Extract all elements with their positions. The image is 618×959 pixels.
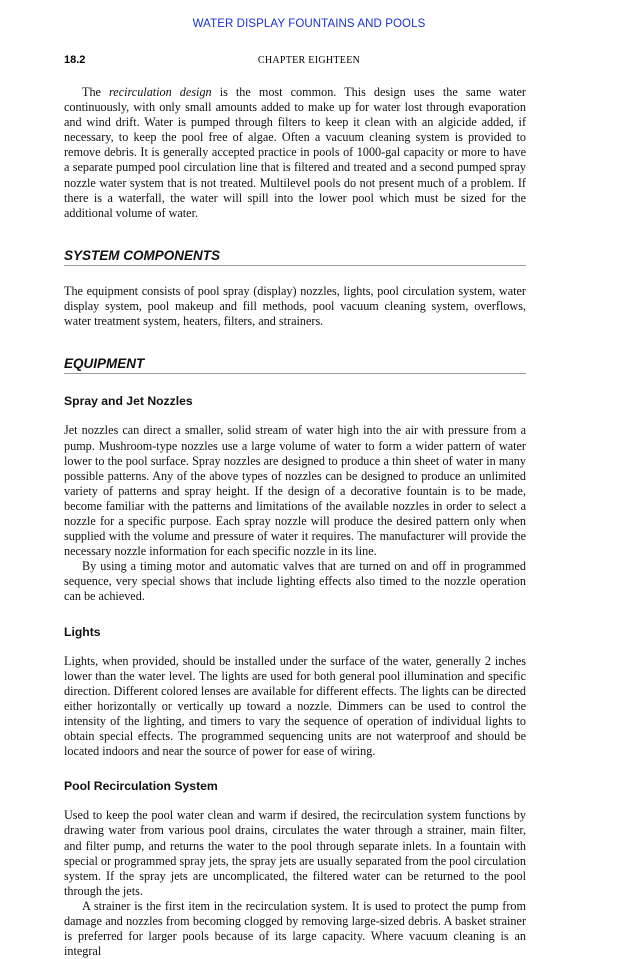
- running-title: WATER DISPLAY FOUNTAINS AND POOLS: [192, 18, 426, 30]
- section-title-equipment: EQUIPMENT: [64, 356, 526, 374]
- intro-emphasis: recirculation design: [109, 85, 212, 99]
- page-body: [64, 85, 526, 959]
- intro-text-start: The: [82, 85, 110, 99]
- section-title-system-components: SYSTEM COMPONENTS: [64, 248, 526, 266]
- chapter-label: CHAPTER EIGHTEEN: [257, 55, 361, 66]
- page-number: 18.2: [64, 54, 86, 66]
- subsection-title-recirculation: Pool Recirculation System: [64, 779, 218, 794]
- system-components-paragraph: The equipment consists of pool spray (display) nozzles, lights, pool circulation system, water display system, pool makeup and fill methods, pool vacuum cleaning system, overflows, water treatment system, heaters, filters, and strainers.: [64, 283, 526, 329]
- subsection-title-lights: Lights: [64, 624, 101, 639]
- recirculation-paragraph-2: A strainer is the first item in the recirculation system. It is used to protect the pump from damage and nozzles from becoming clogged by removing large-sized debris. A basket strainer is preferred for larger pools because of its large capacity. Where vacuum cleaning is an integral: [64, 898, 526, 959]
- spray-paragraph-2: By using a timing motor and automatic valves that are turned on and off in programmed sequence, very special shows that include lighting effects also timed to the nozzle operation can be achieved.: [64, 559, 526, 604]
- spray-paragraph-1: Jet nozzles can direct a smaller, solid stream of water high into the air with pressure from a pump. Mushroom-type nozzles use a large volume of water to form a wider pattern of water lower to the pool surface. Spray nozzles are designed to produce a thin sheet of water in many possible patterns. Any of the above types of nozzles can be designed to produce an unlimited variety of patterns and spray height. If the design of a decorative fountain is to be made, become familiar with the patterns and limitations of the available nozzles in order to select a nozzle for a specific purpose. Each spray nozzle will produce the desired pattern only when supplied with the volume and pressure of water it requires. The manufacturer will provide the necessary nozzle information for each specific nozzle in its line.: [64, 423, 526, 559]
- intro-paragraph: [64, 85, 526, 221]
- intro-text-rest: is the most common. This design uses the same water continuously, with only small amounts added to make up for water lost through evaporation and wind drift. Water is pumped through filters to keep it clean with an algicide added, if necessary, to keep the pool free of algae. Often a vacuum cleaning system is provided to remove debris. It is generally accepted practice in pools of 1000-gal capacity or more to have a separate pumped pool circulation line that is filtered and treated and a second pumped spray nozzle water system that is not treated. Multilevel pools do not present much of a problem. If there is a waterfall, the water will spill into the lower pool which must be sized for the additional volume of water.: [64, 85, 526, 220]
- subsection-title-spray-nozzles: Spray and Jet Nozzles: [64, 394, 193, 409]
- recirculation-paragraph-1: Used to keep the pool water clean and warm if desired, the recirculation system functions by drawing water from various pool drains, circulates the water through a strainer, main filter, and filter pump, and returns the water to the pool through separate inlets. In a fountain with special or programmed spray jets, the spray jets are usually separated from the pool circulation system. If the spray jets are uncomplicated, the filtered water can be returned to the pool through the jets.: [64, 808, 526, 898]
- lights-paragraph: Lights, when provided, should be installed under the surface of the water, generally 2 inches lower than the water level. The lights are used for both general pool illumination and specific direction. Different colored lenses are available for different effects. The lights can be directed either horizontally or vertically up toward a nozzle. Dimmers can be used to control the intensity of the lighting, and timers to vary the sequence of operation of individual lights to obtain special effects. The programmed sequencing units are not waterproof and should be located indoors and near the source of power for ease of wiring.: [64, 653, 526, 759]
